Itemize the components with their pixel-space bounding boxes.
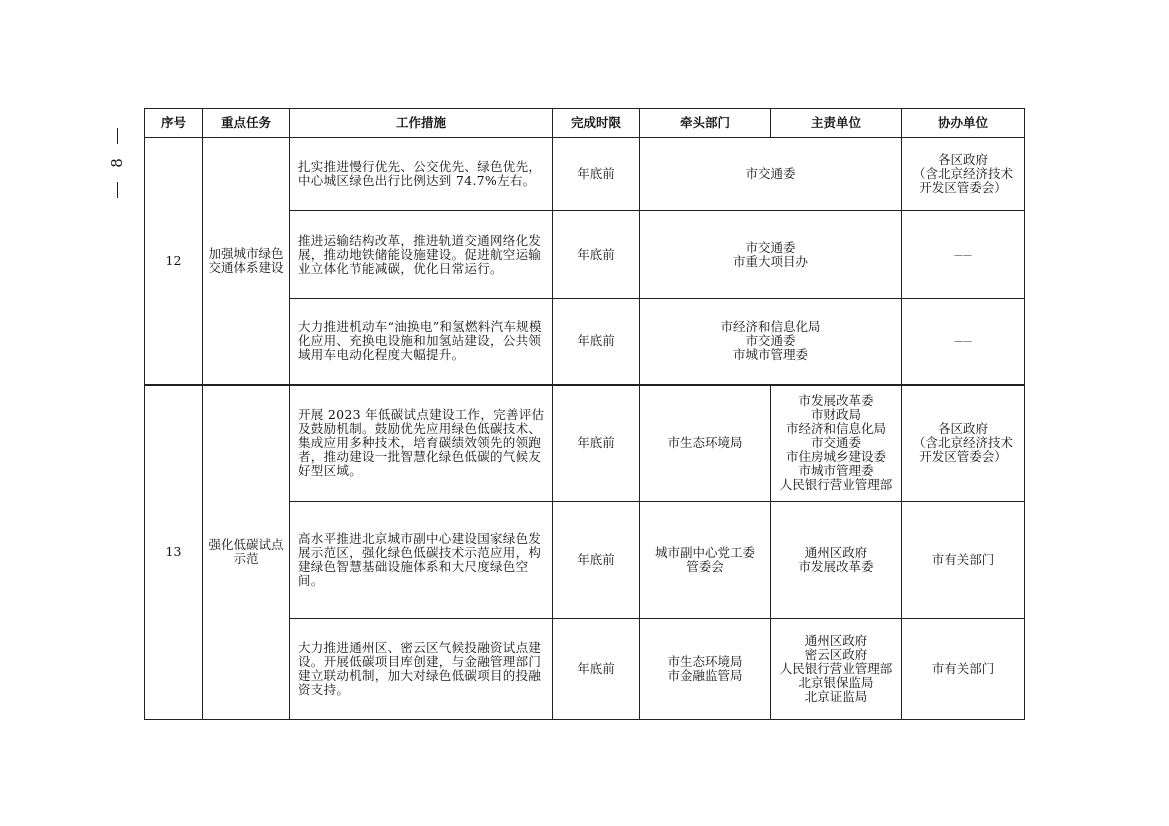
deadline: 年底前 [553,619,640,720]
main-line: 密云区政府 [804,647,868,662]
lead-line: 管委会 [686,559,724,574]
main-line: 通州区政府 [804,545,868,560]
task-name: 强化低碳试点示范 [203,385,290,720]
main-line: 通州区政府 [804,633,868,648]
header-main: 主责单位 [771,109,902,138]
task-table [144,108,1025,720]
lead-line: 市重大项目办 [732,253,808,269]
measure-text: 扎实推进慢行优先、公交优先、绿色优先，中心城区绿色出行比例达到 74.7%左右。 [290,138,553,211]
main-line: 市经济和信息化局 [785,421,886,437]
lead-line: 市城市管理委 [732,347,808,363]
header-deadline: 完成时限 [553,109,640,138]
assist-line: 各区政府 [937,152,988,167]
assist-line: 开发区管委会） [919,180,1007,195]
main-line: 市交通委 [810,435,861,451]
assist-line: 开发区管委会） [919,449,1007,465]
assist-line: （含北京经济技术 [912,166,1013,181]
assist-unit: 市有关部门 [902,619,1025,720]
page-number-dash-top [117,128,118,144]
empty-dash: —— [954,337,972,348]
main-line: 市发展改革委 [798,559,874,574]
lead-line: 市交通委 [745,239,796,255]
measure-text: 开展 2023 年低碳试点建设工作，完善评估及鼓励机制。鼓励优先应用绿色低碳技术、集成应用多种技术，培育碳绩效领先的领跑者，推动建设一批智慧化绿色低碳的气候友好型区域。 [290,385,553,502]
assist-unit [902,211,1025,299]
main-line: 人民银行营业管理部 [779,661,893,676]
header-number: 序号 [145,109,203,138]
lead-dept [640,211,902,299]
lead-dept: 市生态环境局 [640,385,771,502]
main-line: 市城市管理委 [798,463,874,479]
assist-line: （含北京经济技术 [912,435,1013,451]
measure-text: 大力推进通州区、密云区气候投融资试点建设。开展低碳项目库创建，与金融管理部门建立联动机制，加大对绿色低碳项目的投融资支持。 [290,619,553,720]
measure-text: 推进运输结构改革，推进轨道交通网络化发展，推动地铁储能设施建设。促进航空运输业立体化节能减碳，优化日常运行。 [290,211,553,299]
deadline: 年底前 [553,138,640,211]
table-row [145,138,1025,211]
row-number: 12 [145,138,203,385]
page-number [106,128,128,208]
lead-line: 市交通委 [745,333,796,349]
deadline: 年底前 [553,385,640,502]
lead-dept [640,502,771,619]
main-line: 北京银保监局 [798,675,874,690]
assist-line: 各区政府 [937,421,988,437]
assist-unit [902,385,1025,502]
assist-unit [902,299,1025,385]
measure-text: 大力推进机动车“油换电”和氢燃料汽车规模化应用、充换电设施和加氢站建设，公共领域用车电动化程度大幅提升。 [290,299,553,385]
header-lead: 牵头部门 [640,109,771,138]
task-name: 加强城市绿色交通体系建设 [203,138,290,385]
table-row [145,385,1025,502]
lead-dept: 市交通委 [640,138,902,211]
lead-line: 城市副中心党工委 [654,545,755,560]
empty-dash: —— [954,250,972,261]
lead-line: 市金融监管局 [667,668,743,683]
header-task: 重点任务 [203,109,290,138]
measure-text: 高水平推进北京城市副中心建设国家绿色发展示范区，强化绿色低碳技术示范应用，构建绿色智慧基础设施体系和大尺度绿色空间。 [290,502,553,619]
main-line: 市财政局 [810,407,861,423]
lead-line: 市经济和信息化局 [720,319,821,335]
deadline: 年底前 [553,502,640,619]
lead-dept [640,299,902,385]
main-line: 北京证监局 [804,689,868,704]
header-row [145,109,1025,138]
assist-unit: 市有关部门 [902,502,1025,619]
lead-line: 市生态环境局 [667,654,743,669]
main-unit [771,385,902,502]
main-unit [771,619,902,720]
header-assist: 协办单位 [902,109,1025,138]
main-line: 人民银行营业管理部 [779,477,893,493]
main-unit [771,502,902,619]
main-line: 市住房城乡建设委 [785,449,886,465]
page-number-dash-bottom [117,182,118,198]
header-measure: 工作措施 [290,109,553,138]
assist-unit [902,138,1025,211]
deadline: 年底前 [553,211,640,299]
lead-dept [640,619,771,720]
page-number-text: 8 [107,158,126,168]
main-line: 市发展改革委 [798,393,874,409]
deadline: 年底前 [553,299,640,385]
row-number: 13 [145,385,203,720]
